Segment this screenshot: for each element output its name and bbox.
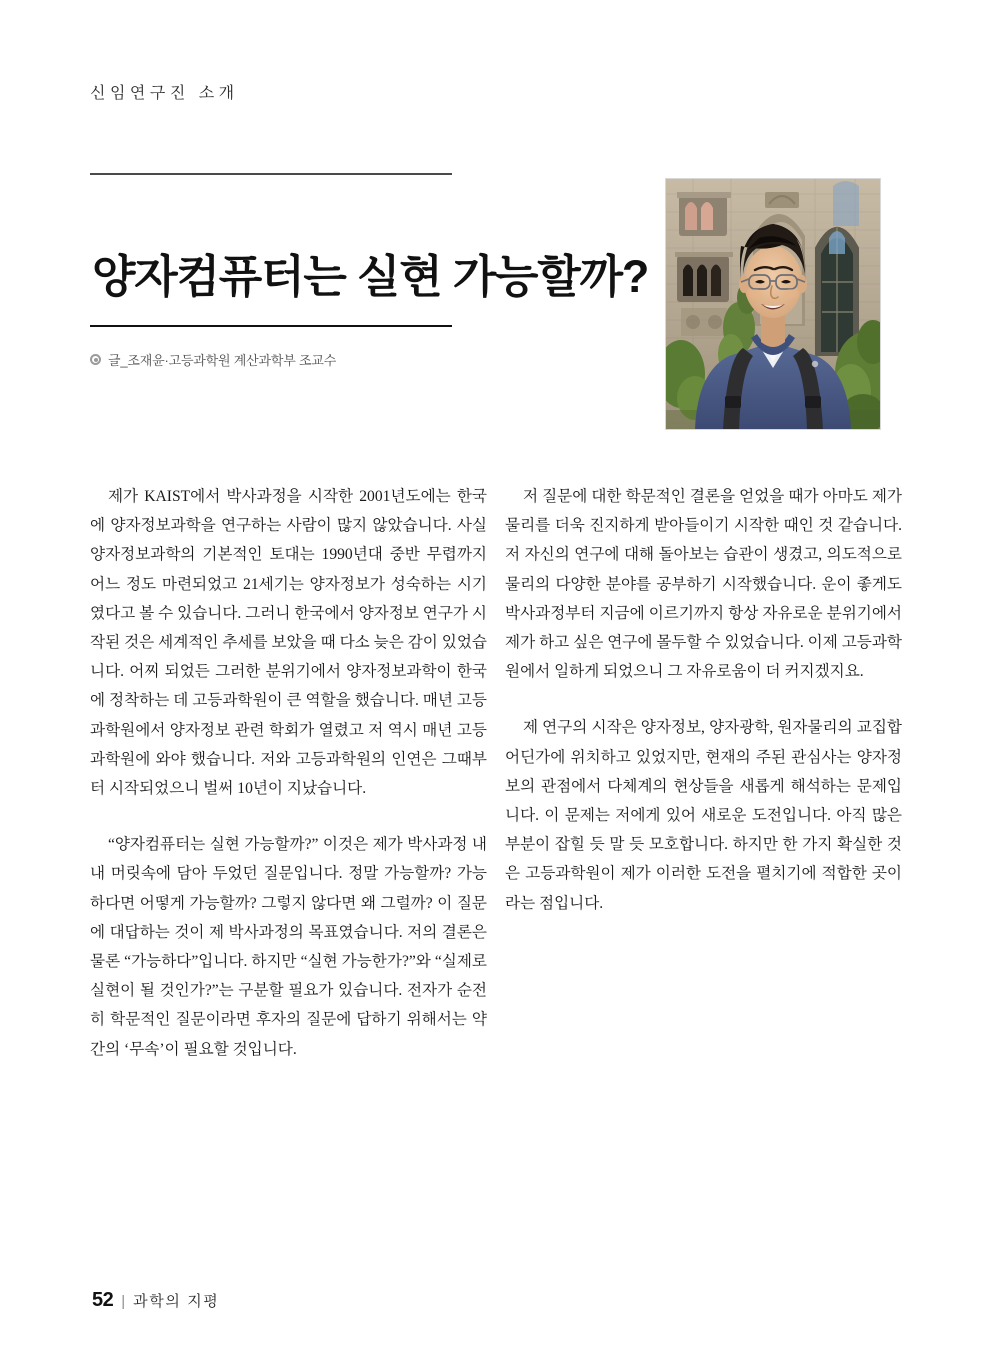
section-kicker: 신임연구진 소개: [90, 85, 239, 102]
article-body: [90, 482, 902, 1234]
paragraph: “양자컴퓨터는 실현 가능할까?” 이것은 제가 박사과정 내내 머릿속에 담아 두었던 질문입니다. 정말 가능할까? 가능하다면 어떻게 가능할까? 그렇지 않다면 왜 그럴까? 이 질문에 대답하는 것이 제 박사과정의 목표였습니다. 저의 결론은 물론 “가능하다”입니다. 하지만 “실현 가능한가?”와 “실제로 실현이 될 것인가?”는 구분할 필요가 있습니다. 전자가 순전히 학문적인 질문이라면 후자의 질문에 답하기 위해서는 약간의 ‘무속’이 필요할 것입니다.: [90, 836, 487, 1058]
body-column-left: [90, 482, 487, 1234]
paragraph: 저 질문에 대한 학문적인 결론을 얻었을 때가 아마도 제가 물리를 더욱 진지하게 받아들이기 시작한 때인 것 같습니다. 저 자신의 연구에 대해 돌아보는 습관이 생겼고, 의도적으로 물리의 다양한 분야를 공부하기 시작했습니다. 운이 좋게도 박사과정부터 지금에 이르기까지 항상 자유로운 분위기에서 제가 하고 싶은 연구에 몰두할 수 있었습니다. 이제 고등과학원에서 일하게 되었으니 그 자유로움이 더 커지겠지요.: [505, 488, 902, 681]
paragraph: 제 연구의 시작은 양자정보, 양자광학, 원자물리의 교집합 어딘가에 위치하고 있었지만, 현재의 주된 관심사는 양자정보의 관점에서 다체계의 현상들을 새롭게 해석하는 문제입니다. 이 문제는 저에게 있어 새로운 도전입니다. 아직 많은 부분이 잡힐 듯 말 듯 모호합니다. 하지만 한 가지 확실한 것은 고등과학원이 제가 이러한 도전을 펼치기에 적합한 곳이라는 점입니다.: [505, 719, 902, 912]
byline: [90, 350, 336, 369]
paragraph: 제가 KAIST에서 박사과정을 시작한 2001년도에는 한국에 양자정보과학을 연구하는 사람이 많지 않았습니다. 사실 양자정보과학의 기본적인 토대는 1990년대 중반 무렵까지 어느 정도 마련되었고 21세기는 양자정보가 성숙하는 시기였다고 볼 수 있습니다. 그러니 한국에서 양자정보 연구가 시작된 것은 세계적인 추세를 보았을 때 다소 늦은 감이 있었습니다. 어찌 되었든 그러한 분위기에서 양자정보과학이 한국에 정착하는 데 고등과학원이 큰 역할을 했습니다. 매년 고등과학원에서 양자정보 관련 학회가 열렸고 저 역시 매년 고등과학원에 와야 했습니다. 저와 고등과학원의 인연은 그때부터 시작되었으니 벌써 10년이 지났습니다.: [90, 488, 487, 798]
footer-publication-name: 과학의 지평: [133, 1293, 220, 1310]
body-column-right: [505, 482, 902, 1234]
footer-separator: |: [121, 1293, 126, 1310]
author-portrait-photo: [665, 178, 881, 430]
circle-bullet-icon: [90, 354, 101, 365]
footer-page-number: 52: [92, 1289, 114, 1311]
portrait-photo-graphic: [665, 178, 881, 430]
page-footer: [92, 1289, 219, 1312]
title-rule-bottom: [90, 325, 452, 327]
byline-text: 글_조재윤·고등과학원 계산과학부 조교수: [108, 353, 337, 368]
title-rule-top: [90, 173, 452, 175]
page-title: 양자컴퓨터는 실현 가능할까?: [92, 251, 649, 303]
